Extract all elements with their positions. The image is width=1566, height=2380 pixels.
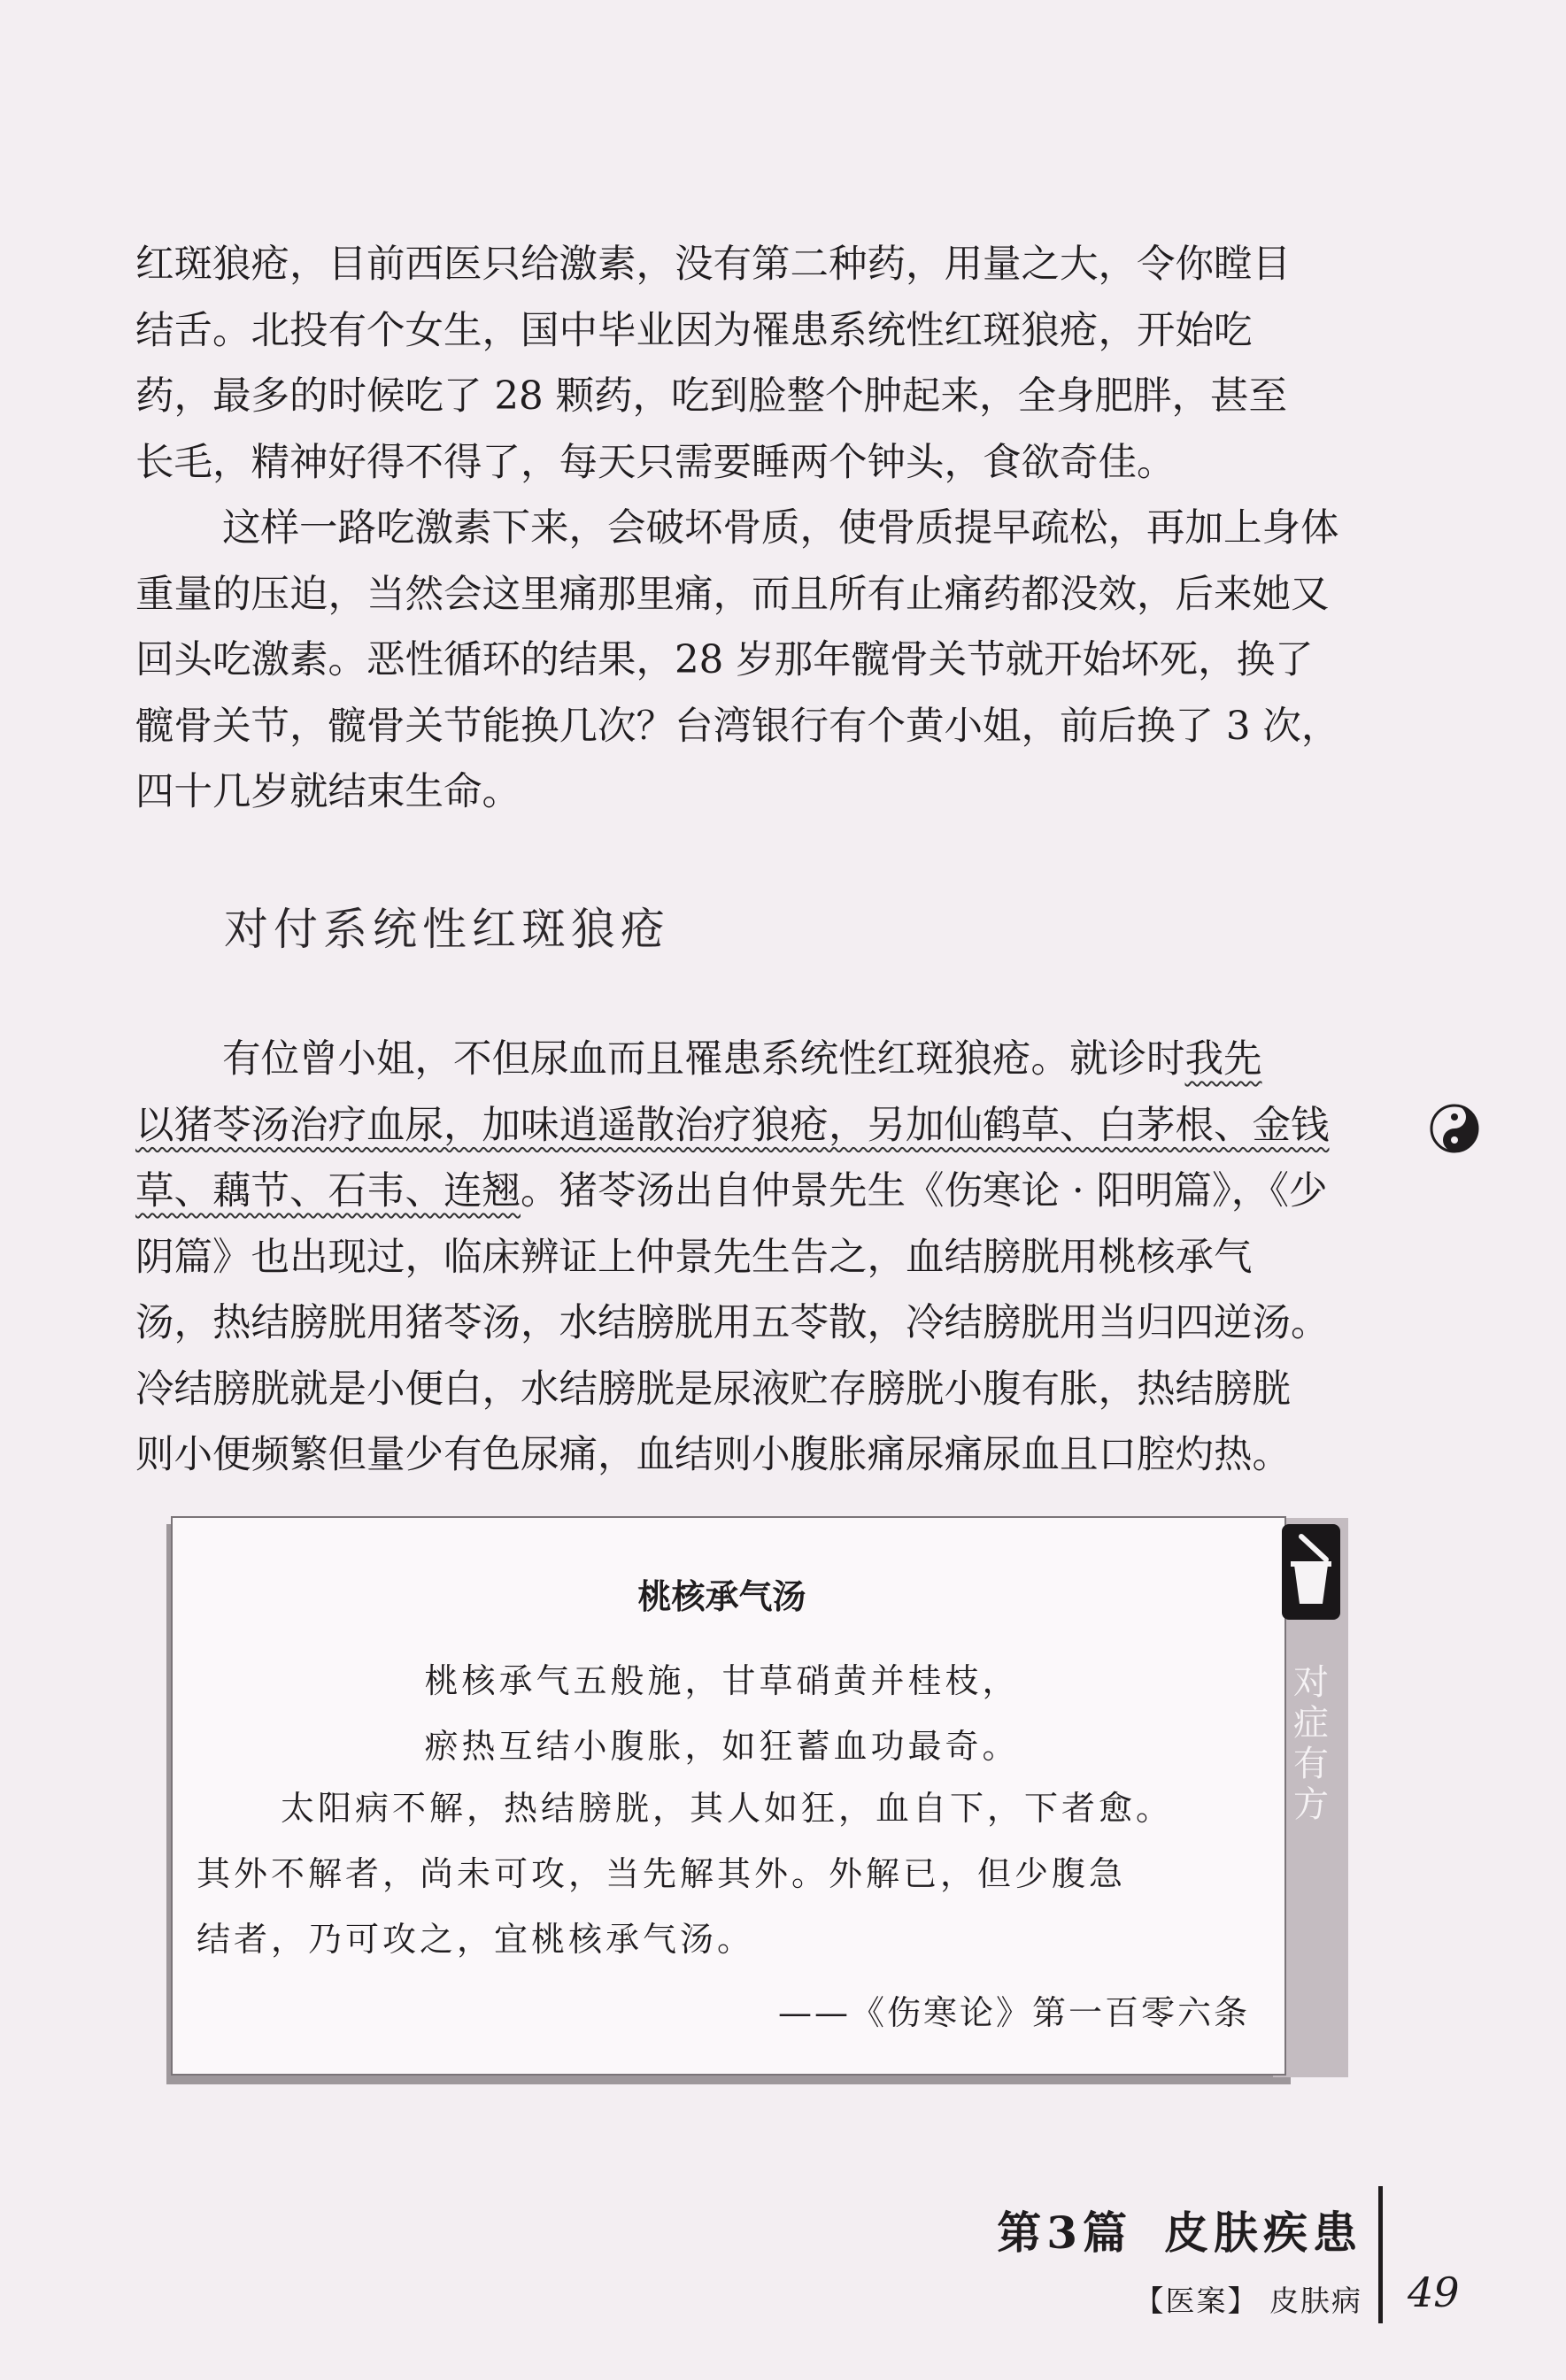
text-run: 。猪苓汤出自仲景先生《伤寒论 · 阳明篇》，《少 [521, 1169, 1328, 1213]
wavy-underlined-text: 我先 [1184, 1037, 1262, 1082]
quote-line: 太阳病不解，热结膀胱，其人如狂，血自下，下者愈。 [281, 1789, 1174, 1828]
wavy-underlined-text: 草、藕节、石韦、连翘 [135, 1169, 521, 1213]
footer-divider [1378, 2186, 1383, 2323]
formula-verse-line: 桃核承气五般施，甘草硝黄并桂枝， [424, 1661, 1020, 1700]
text-line [135, 1159, 1371, 1225]
text-line: 红斑狼疮，目前西医只给激素，没有第二种药，用量之大，令你瞠目 [135, 243, 1291, 287]
quote-line: 其外不解者，尚未可攻，当先解其外。外解已，但少腹急 [197, 1854, 1127, 1893]
text-line: 髋骨关节，髋骨关节能换几次？台湾银行有个黄小姐，前后换了 3 次， [135, 704, 1340, 749]
text-line: 药，最多的时候吃了 28 颗药，吃到脸整个肿起来，全身肥胖，甚至 [135, 374, 1288, 419]
text-line: 回头吃激素。恶性循环的结果，28 岁那年髋骨关节就开始坏死，换了 [135, 638, 1314, 682]
text-line [135, 1027, 1371, 1093]
box-tab-label: 对症有方 [1293, 1662, 1329, 1825]
quote-line: 结者，乃可攻之，宜桃核承气汤。 [197, 1920, 755, 1959]
paragraph-1 [135, 232, 1371, 496]
text-line: 结舌。北投有个女生，国中毕业因为罹患系统性红斑狼疮，开始吃 [135, 308, 1253, 353]
text-line: 这样一路吃激素下来，会破坏骨质，使骨质提早疏松，再加上身体 [222, 506, 1339, 551]
text-run: 有位曾小姐，不但尿血而且罹患系统性红斑狼疮。就诊时 [222, 1037, 1185, 1082]
text-line: 则小便频繁但量少有色尿痛，血结则小腹胀痛尿痛尿血且口腔灼热。 [135, 1433, 1291, 1477]
mortar-icon-badge [1282, 1524, 1340, 1620]
text-line: 四十几岁就结束生命。 [135, 770, 521, 814]
classic-quotation [197, 1775, 1250, 1972]
text-line: 长毛，精神好得不得了，每天只需要睡两个钟头，食欲奇佳。 [135, 440, 1176, 485]
text-line: 汤，热结膀胱用猪苓汤，水结膀胱用五苓散，冷结膀胱用当归四逆汤。 [135, 1301, 1330, 1345]
page-number: 49 [1408, 2268, 1460, 2316]
text-line: 阴篇》也出现过，临床辨证上仲景先生告之，血结膀胱用桃核承气 [135, 1235, 1253, 1280]
chapter-label: 第3篇 [997, 2207, 1132, 2259]
formula-verse-line: 瘀热互结小腹胀，如狂蓄血功最奇。 [424, 1727, 1020, 1766]
formula-title: 桃核承气汤 [637, 1577, 806, 1616]
mortar-pestle-icon [1282, 1524, 1340, 1620]
section-caption: 【医案】 皮肤病 [1134, 2284, 1362, 2318]
text-line [135, 1093, 1371, 1159]
wavy-underlined-text: 以猪苓汤治疗血尿，加味逍遥散治疗狼疮，另加仙鹤草、白茅根、金钱 [135, 1103, 1330, 1148]
section-heading: 对付系统性红斑狼疮 [224, 904, 670, 955]
quotation-source: ——《伤寒论》第一百零六条 [777, 1993, 1250, 2032]
text-line: 重量的压迫，当然会这里痛那里痛，而且所有止痛药都没效，后来她又 [135, 572, 1330, 617]
paragraph-3 [135, 1027, 1371, 1489]
chapter-heading [997, 2198, 1362, 2261]
paragraph-2 [135, 496, 1371, 826]
yin-yang-icon [1428, 1102, 1481, 1155]
chapter-title: 皮肤疾患 [1164, 2207, 1362, 2259]
text-line: 冷结膀胱就是小便白，水结膀胱是尿液贮存膀胱小腹有胀，热结膀胱 [135, 1367, 1291, 1412]
